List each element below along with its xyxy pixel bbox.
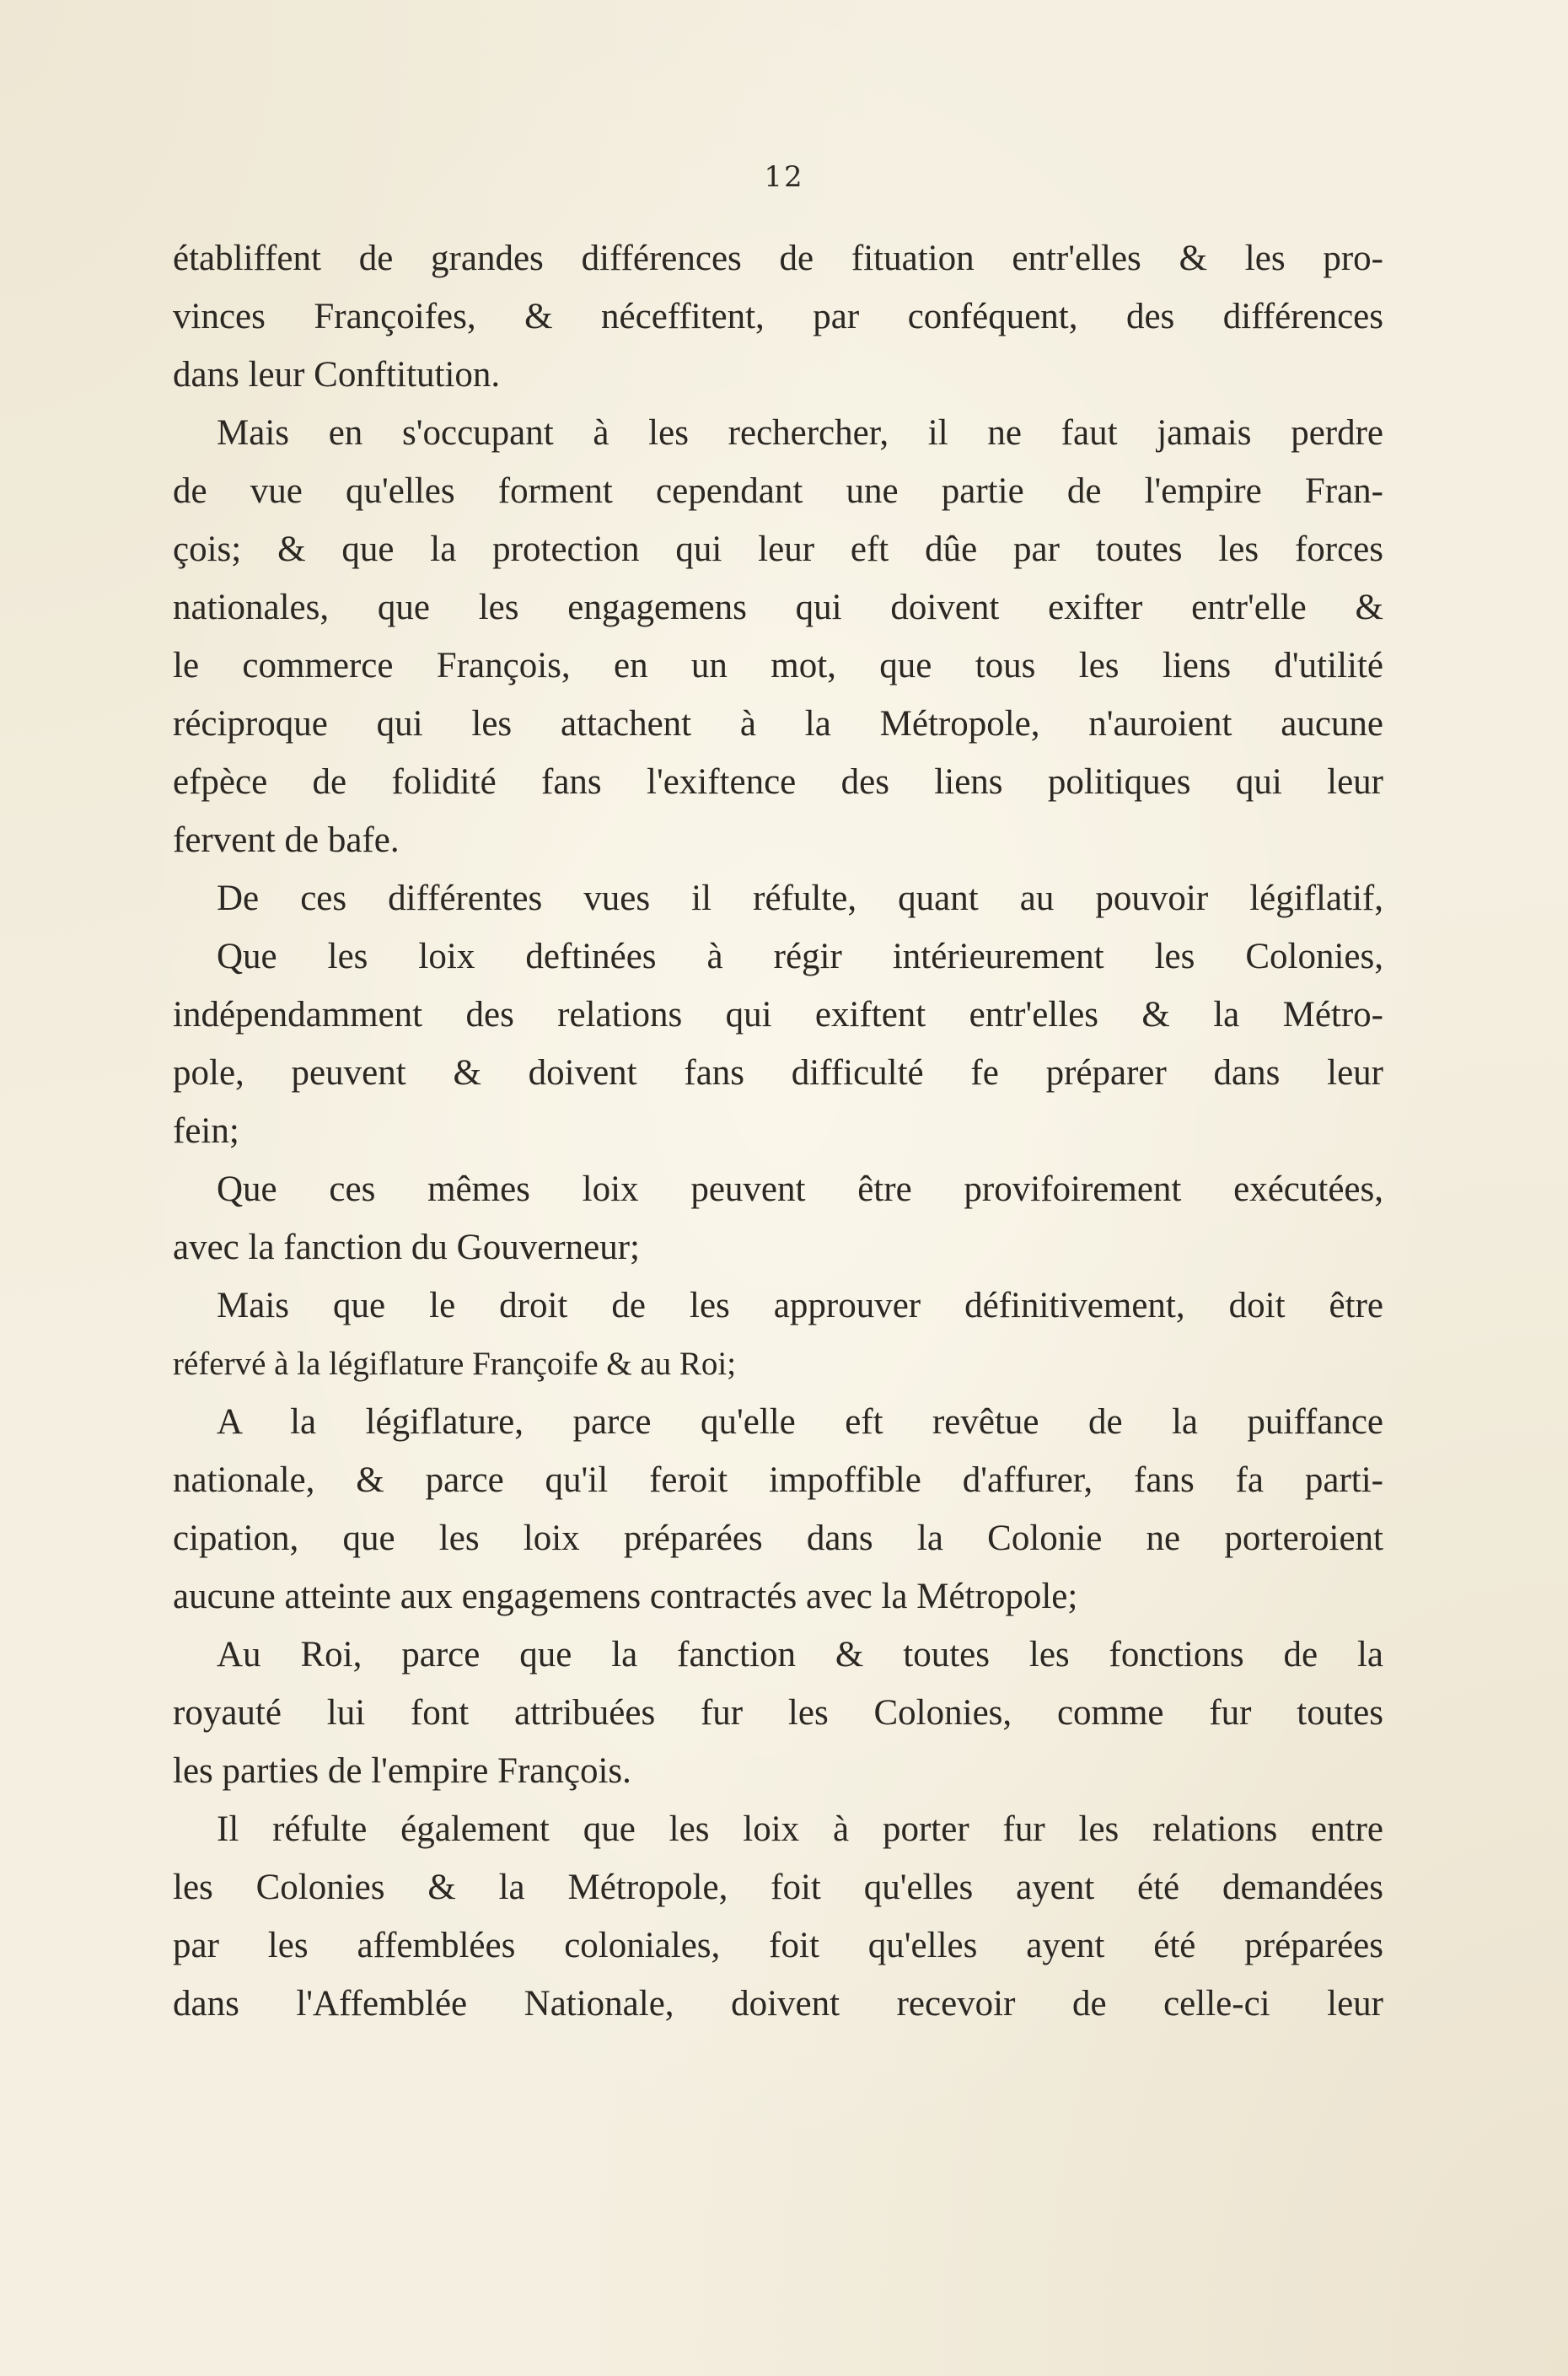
text-line: De ces différentes vues il réfulte, quant au pouvoir légiflatif, [217,879,1383,918]
text-line: Au Roi, parce que la fanction & toutes les fonctions de la [217,1635,1383,1674]
text-line: les Colonies & la Métropole, foit qu'elles ayent été demandées [173,1868,1383,1907]
text-line: A la légiflature, parce qu'elle eft revêtue de la puiffance [217,1402,1383,1442]
text-line: Que ces mêmes loix peuvent être provifoirement exécutées, [217,1169,1383,1209]
text-line: Que les loix deftinées à régir intérieurement les Colonies, [217,937,1383,976]
text-line: établiffent de grandes différences de fituation entr'elles & les pro- [173,239,1383,278]
body-text [173,229,1383,2033]
text-line: fervent de bafe. [173,820,400,860]
page-number: 12 [764,160,804,194]
text-line: le commerce François, en un mot, que tous les liens d'utilité [173,646,1383,685]
text-line: cipation, que les loix préparées dans la Colonie ne porteroient [173,1519,1383,1558]
text-line: réciproque qui les attachent à la Métropole, n'auroient aucune [173,704,1383,744]
text-line: royauté lui font attribuées fur les Colonies, comme fur toutes [173,1693,1383,1733]
text-line: Il réfulte également que les loix à porter fur les relations entre [217,1809,1383,1849]
text-line: dans leur Conftitution. [173,355,501,395]
text-line: fein; [173,1111,239,1151]
text-line: indépendamment des relations qui exiftent entr'elles & la Métro- [173,995,1383,1035]
text-line: aucune atteinte aux engagemens contractés avec la Métropole; [173,1577,1078,1616]
text-line: çois; & que la protection qui leur eft dûe par toutes les forces [173,529,1383,569]
text-line: dans l'Affemblée Nationale, doivent recevoir de celle-ci leur [173,1984,1383,2024]
text-line: Mais que le droit de les approuver définitivement, doit être [217,1286,1383,1325]
text-line: pole, peuvent & doivent fans difficulté fe préparer dans leur [173,1053,1383,1093]
text-line: de vue qu'elles forment cependant une partie de l'empire Fran- [173,471,1383,511]
text-line: nationales, que les engagemens qui doivent exifter entr'elle & [173,588,1383,627]
text-line: par les affemblées coloniales, foit qu'elles ayent été préparées [173,1926,1383,1965]
text-line: les parties de l'empire François. [173,1751,631,1791]
text-line: Mais en s'occupant à les rechercher, il ne faut jamais perdre [217,413,1383,453]
text-line: vinces Françoifes, & néceffitent, par conféquent, des différences [173,297,1383,336]
text-line: nationale, & parce qu'il feroit impoffible d'affurer, fans fa parti- [173,1460,1383,1500]
text-line: avec la fanction du Gouverneur; [173,1228,640,1267]
text-line: efpèce de folidité fans l'exiftence des liens politiques qui leur [173,762,1383,802]
text-line: réfervé à la légiflature Françoife & au Roi; [173,1346,737,1382]
